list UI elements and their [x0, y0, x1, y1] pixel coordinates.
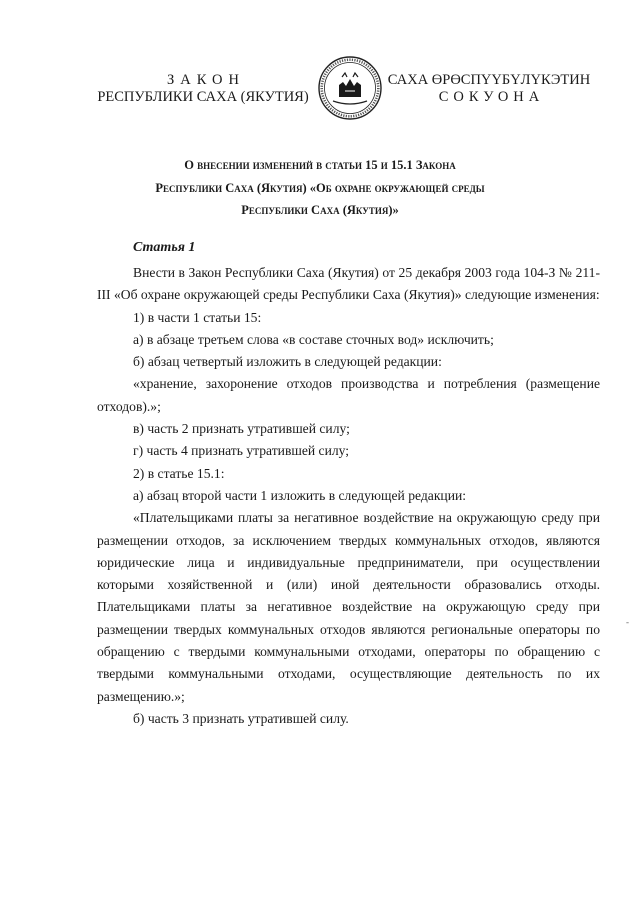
header-left-line2: РЕСПУБЛИКИ САХА (ЯКУТИЯ): [97, 89, 309, 105]
header-left: [92, 72, 314, 106]
paragraph: в) часть 2 признать утратившей силу;: [133, 421, 350, 437]
paragraph: а) абзац второй части 1 изложить в следующей редакции:: [133, 487, 467, 503]
header-right-line1: САХА ӨРӨСПҮҮБҮЛҮКЭТИН: [387, 72, 591, 88]
law-title: [100, 154, 540, 222]
article-heading: Статья 1: [133, 240, 196, 255]
law-title-line2: Республики Саха (Якутия) «Об охране окружающей среды: [155, 180, 485, 195]
law-title-line3: Республики Саха (Якутия)»: [241, 203, 399, 217]
header-right: [386, 72, 592, 106]
article-body: [97, 262, 600, 730]
paragraph: «хранение, захоронение отходов производства и потребления (размещение отходов).»;: [97, 376, 600, 414]
header-left-line1: ЗАКОН: [167, 72, 245, 88]
header-right-line2: СОКУОНА: [438, 89, 545, 105]
paragraph: г) часть 4 признать утратившей силу;: [133, 443, 350, 459]
paragraph: б) часть 3 признать утратившей силу.: [133, 710, 349, 726]
paragraph: «Плательщиками платы за негативное воздействие на окружающую среду при размещении отходов, за исключением твердых коммунальных отходов, являются юридические лица и индивидуальные предприниматели, при осуществлении которыми хозяйственной и (или) иной деятельности образовались отходы. Плательщиками платы за негативное воздействие на окружающую среду при размещении твердых коммунальных отходов являются региональные операторы по обращению с твердыми коммунальными отходами, операторы по обращению с твердыми коммунальными отходами, осуществляющие деятельность по их размещению.»;: [97, 510, 600, 704]
paragraph: б) абзац четвертый изложить в следующей редакции:: [133, 354, 442, 370]
paragraph: а) в абзаце третьем слова «в составе сточных вод» исключить;: [133, 331, 494, 347]
law-title-line1: О внесении изменений в статьи 15 и 15.1 Закона: [184, 158, 456, 172]
margin-mark: -: [626, 617, 629, 627]
coat-of-arms-seal-icon: [317, 55, 383, 121]
paragraph: Внести в Закон Республики Саха (Якутия) от 25 декабря 2003 года 104-З № 211-III «Об охране окружающей среды Республики Саха (Якутия)» следующие изменения:: [97, 265, 600, 303]
paragraph: 1) в части 1 статьи 15:: [133, 309, 262, 325]
paragraph: 2) в статье 15.1:: [133, 465, 225, 481]
